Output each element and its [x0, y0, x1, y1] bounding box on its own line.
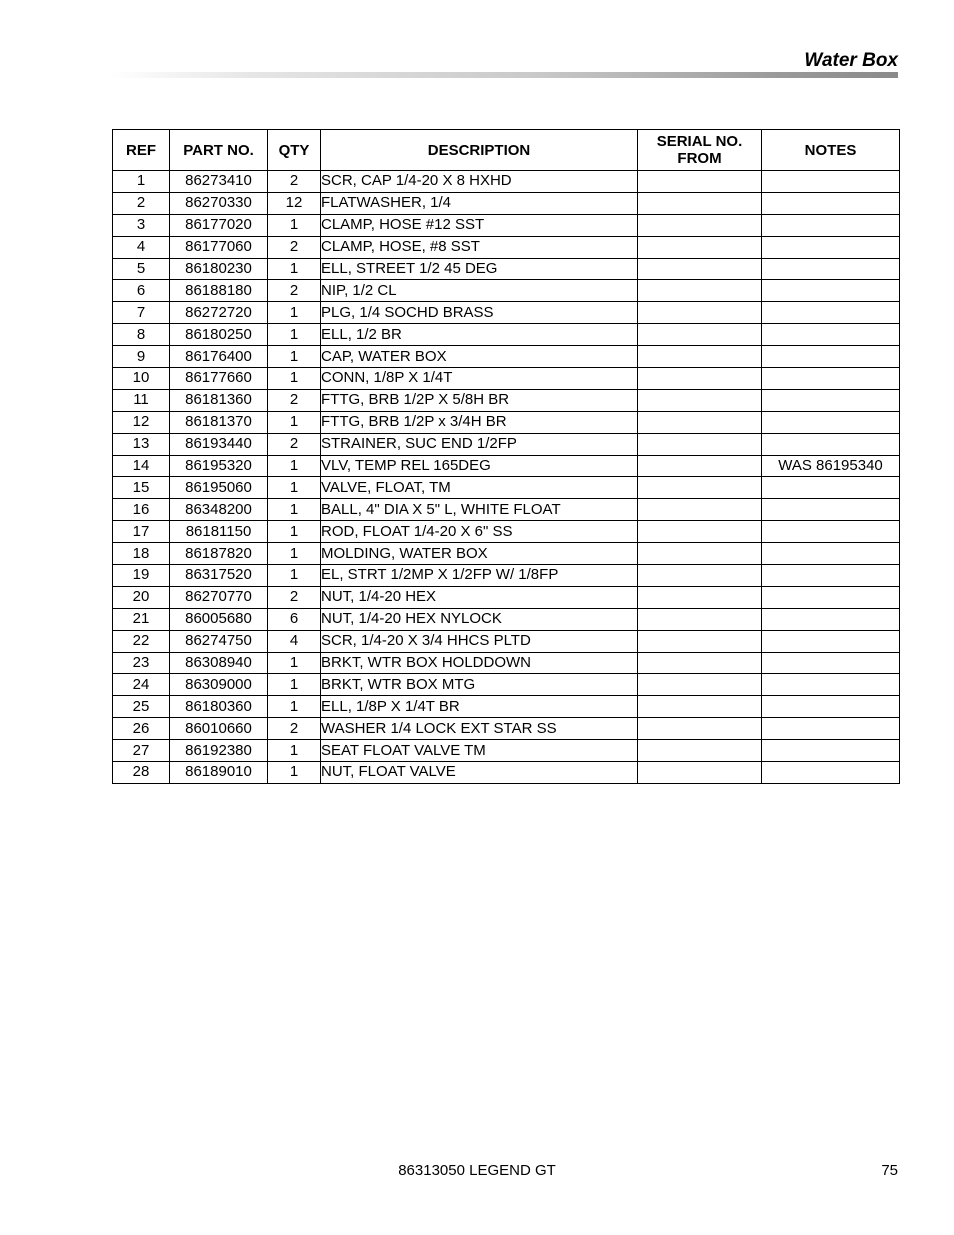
- cell-part-no: 86273410: [170, 171, 268, 193]
- cell-qty: 1: [268, 499, 321, 521]
- cell-serial-no-from: [638, 499, 762, 521]
- cell-description: ELL, 1/2 BR: [321, 324, 638, 346]
- cell-description: SCR, CAP 1/4-20 X 8 HXHD: [321, 171, 638, 193]
- cell-notes: [762, 718, 900, 740]
- cell-serial-no-from: [638, 762, 762, 784]
- col-header-notes: NOTES: [762, 130, 900, 171]
- cell-ref: 20: [113, 586, 170, 608]
- cell-part-no: 86317520: [170, 565, 268, 587]
- table-row: [113, 411, 900, 433]
- cell-notes: [762, 280, 900, 302]
- table-row: [113, 608, 900, 630]
- cell-notes: [762, 302, 900, 324]
- cell-ref: 5: [113, 258, 170, 280]
- cell-notes: [762, 762, 900, 784]
- cell-notes: [762, 258, 900, 280]
- table-row: [113, 499, 900, 521]
- cell-qty: 1: [268, 762, 321, 784]
- cell-description: SEAT FLOAT VALVE TM: [321, 740, 638, 762]
- cell-notes: [762, 740, 900, 762]
- header-rule: [110, 72, 898, 78]
- cell-part-no: 86177060: [170, 236, 268, 258]
- footer-document-id: 86313050 LEGEND GT: [398, 1162, 556, 1179]
- cell-description: NUT, 1/4-20 HEX: [321, 586, 638, 608]
- cell-notes: [762, 696, 900, 718]
- cell-notes: [762, 236, 900, 258]
- cell-notes: [762, 192, 900, 214]
- cell-qty: 1: [268, 214, 321, 236]
- header-row: [113, 130, 900, 171]
- cell-notes: [762, 214, 900, 236]
- cell-ref: 17: [113, 521, 170, 543]
- cell-qty: 2: [268, 171, 321, 193]
- cell-ref: 26: [113, 718, 170, 740]
- cell-part-no: 86309000: [170, 674, 268, 696]
- cell-description: CAP, WATER BOX: [321, 346, 638, 368]
- cell-notes: [762, 608, 900, 630]
- table-row: [113, 324, 900, 346]
- cell-qty: 1: [268, 258, 321, 280]
- table-row: [113, 630, 900, 652]
- cell-ref: 16: [113, 499, 170, 521]
- table-row: [113, 171, 900, 193]
- cell-part-no: 86180230: [170, 258, 268, 280]
- cell-description: BRKT, WTR BOX MTG: [321, 674, 638, 696]
- cell-ref: 13: [113, 433, 170, 455]
- cell-description: WASHER 1/4 LOCK EXT STAR SS: [321, 718, 638, 740]
- table-row: [113, 696, 900, 718]
- cell-qty: 1: [268, 368, 321, 390]
- cell-description: FTTG, BRB 1/2P X 5/8H BR: [321, 389, 638, 411]
- cell-description: FLATWASHER, 1/4: [321, 192, 638, 214]
- parts-table: [112, 129, 900, 784]
- table-row: [113, 477, 900, 499]
- cell-ref: 12: [113, 411, 170, 433]
- cell-part-no: 86192380: [170, 740, 268, 762]
- cell-serial-no-from: [638, 477, 762, 499]
- cell-ref: 25: [113, 696, 170, 718]
- cell-notes: [762, 630, 900, 652]
- col-header-qty: QTY: [268, 130, 321, 171]
- cell-ref: 15: [113, 477, 170, 499]
- cell-serial-no-from: [638, 565, 762, 587]
- cell-qty: 1: [268, 521, 321, 543]
- table-row: [113, 565, 900, 587]
- cell-notes: [762, 674, 900, 696]
- cell-description: NUT, 1/4-20 HEX NYLOCK: [321, 608, 638, 630]
- cell-ref: 8: [113, 324, 170, 346]
- cell-ref: 11: [113, 389, 170, 411]
- cell-serial-no-from: [638, 192, 762, 214]
- table-row: [113, 652, 900, 674]
- cell-ref: 18: [113, 543, 170, 565]
- cell-qty: 1: [268, 543, 321, 565]
- table-row: [113, 280, 900, 302]
- cell-description: ELL, 1/8P X 1/4T BR: [321, 696, 638, 718]
- cell-part-no: 86005680: [170, 608, 268, 630]
- cell-qty: 1: [268, 324, 321, 346]
- cell-qty: 6: [268, 608, 321, 630]
- cell-part-no: 86195320: [170, 455, 268, 477]
- cell-ref: 7: [113, 302, 170, 324]
- cell-serial-no-from: [638, 521, 762, 543]
- table-row: [113, 236, 900, 258]
- cell-qty: 1: [268, 455, 321, 477]
- cell-qty: 2: [268, 389, 321, 411]
- page-title: Water Box: [804, 50, 898, 71]
- cell-ref: 10: [113, 368, 170, 390]
- cell-notes: [762, 521, 900, 543]
- cell-notes: [762, 433, 900, 455]
- cell-ref: 22: [113, 630, 170, 652]
- cell-part-no: 86189010: [170, 762, 268, 784]
- cell-notes: [762, 586, 900, 608]
- cell-part-no: 86274750: [170, 630, 268, 652]
- table-row: [113, 674, 900, 696]
- cell-serial-no-from: [638, 280, 762, 302]
- table-row: [113, 718, 900, 740]
- cell-ref: 28: [113, 762, 170, 784]
- cell-part-no: 86348200: [170, 499, 268, 521]
- cell-description: NIP, 1/2 CL: [321, 280, 638, 302]
- cell-qty: 1: [268, 302, 321, 324]
- table-row: [113, 543, 900, 565]
- cell-notes: [762, 324, 900, 346]
- cell-serial-no-from: [638, 346, 762, 368]
- col-header-serial-no-from: [638, 130, 762, 171]
- cell-serial-no-from: [638, 258, 762, 280]
- table-row: [113, 455, 900, 477]
- cell-part-no: 86181150: [170, 521, 268, 543]
- cell-serial-no-from: [638, 674, 762, 696]
- cell-ref: 6: [113, 280, 170, 302]
- table-row: [113, 433, 900, 455]
- cell-serial-no-from: [638, 586, 762, 608]
- cell-serial-no-from: [638, 433, 762, 455]
- parts-table-body: [113, 171, 900, 784]
- cell-ref: 1: [113, 171, 170, 193]
- cell-qty: 12: [268, 192, 321, 214]
- cell-notes: [762, 389, 900, 411]
- cell-qty: 2: [268, 280, 321, 302]
- cell-ref: 4: [113, 236, 170, 258]
- cell-part-no: 86193440: [170, 433, 268, 455]
- cell-ref: 23: [113, 652, 170, 674]
- cell-description: ELL, STREET 1/2 45 DEG: [321, 258, 638, 280]
- cell-serial-no-from: [638, 389, 762, 411]
- parts-table-header: [113, 130, 900, 171]
- cell-serial-no-from: [638, 236, 762, 258]
- cell-part-no: 86195060: [170, 477, 268, 499]
- cell-ref: 3: [113, 214, 170, 236]
- cell-qty: 2: [268, 718, 321, 740]
- cell-notes: [762, 543, 900, 565]
- cell-ref: 14: [113, 455, 170, 477]
- col-header-serial-line1: SERIAL NO.: [656, 133, 743, 150]
- cell-qty: 1: [268, 411, 321, 433]
- cell-qty: 1: [268, 740, 321, 762]
- cell-notes: [762, 411, 900, 433]
- cell-part-no: 86308940: [170, 652, 268, 674]
- cell-serial-no-from: [638, 696, 762, 718]
- cell-serial-no-from: [638, 608, 762, 630]
- cell-part-no: 86187820: [170, 543, 268, 565]
- cell-notes: [762, 171, 900, 193]
- cell-part-no: 86270330: [170, 192, 268, 214]
- cell-serial-no-from: [638, 543, 762, 565]
- cell-ref: 24: [113, 674, 170, 696]
- cell-description: CONN, 1/8P X 1/4T: [321, 368, 638, 390]
- cell-ref: 19: [113, 565, 170, 587]
- table-row: [113, 389, 900, 411]
- cell-serial-no-from: [638, 455, 762, 477]
- cell-part-no: 86181360: [170, 389, 268, 411]
- cell-description: SCR, 1/4-20 X 3/4 HHCS PLTD: [321, 630, 638, 652]
- cell-notes: [762, 565, 900, 587]
- cell-description: EL, STRT 1/2MP X 1/2FP W/ 1/8FP: [321, 565, 638, 587]
- cell-part-no: 86188180: [170, 280, 268, 302]
- cell-part-no: 86180360: [170, 696, 268, 718]
- cell-qty: 2: [268, 433, 321, 455]
- cell-description: STRAINER, SUC END 1/2FP: [321, 433, 638, 455]
- cell-description: CLAMP, HOSE #12 SST: [321, 214, 638, 236]
- cell-serial-no-from: [638, 740, 762, 762]
- cell-qty: 2: [268, 236, 321, 258]
- col-header-part-no: PART NO.: [170, 130, 268, 171]
- cell-qty: 1: [268, 346, 321, 368]
- cell-notes: WAS 86195340: [762, 455, 900, 477]
- cell-part-no: 86177660: [170, 368, 268, 390]
- col-header-ref: REF: [113, 130, 170, 171]
- cell-qty: 1: [268, 696, 321, 718]
- cell-part-no: 86010660: [170, 718, 268, 740]
- cell-qty: 1: [268, 652, 321, 674]
- cell-part-no: 86180250: [170, 324, 268, 346]
- cell-part-no: 86272720: [170, 302, 268, 324]
- cell-serial-no-from: [638, 368, 762, 390]
- cell-description: BALL, 4" DIA X 5" L, WHITE FLOAT: [321, 499, 638, 521]
- cell-description: VLV, TEMP REL 165DEG: [321, 455, 638, 477]
- cell-notes: [762, 346, 900, 368]
- table-row: [113, 302, 900, 324]
- cell-qty: 1: [268, 477, 321, 499]
- cell-ref: 2: [113, 192, 170, 214]
- cell-serial-no-from: [638, 171, 762, 193]
- cell-serial-no-from: [638, 324, 762, 346]
- cell-part-no: 86181370: [170, 411, 268, 433]
- cell-qty: 2: [268, 586, 321, 608]
- cell-description: VALVE, FLOAT, TM: [321, 477, 638, 499]
- cell-serial-no-from: [638, 630, 762, 652]
- cell-ref: 9: [113, 346, 170, 368]
- table-row: [113, 258, 900, 280]
- cell-ref: 27: [113, 740, 170, 762]
- table-row: [113, 214, 900, 236]
- cell-notes: [762, 368, 900, 390]
- cell-description: MOLDING, WATER BOX: [321, 543, 638, 565]
- cell-qty: 4: [268, 630, 321, 652]
- cell-part-no: 86270770: [170, 586, 268, 608]
- cell-notes: [762, 499, 900, 521]
- cell-description: FTTG, BRB 1/2P x 3/4H BR: [321, 411, 638, 433]
- cell-notes: [762, 477, 900, 499]
- cell-description: PLG, 1/4 SOCHD BRASS: [321, 302, 638, 324]
- cell-description: ROD, FLOAT 1/4-20 X 6" SS: [321, 521, 638, 543]
- cell-serial-no-from: [638, 652, 762, 674]
- cell-serial-no-from: [638, 718, 762, 740]
- cell-notes: [762, 652, 900, 674]
- table-row: [113, 762, 900, 784]
- cell-description: BRKT, WTR BOX HOLDDOWN: [321, 652, 638, 674]
- cell-description: NUT, FLOAT VALVE: [321, 762, 638, 784]
- table-row: [113, 346, 900, 368]
- table-row: [113, 586, 900, 608]
- col-header-description: DESCRIPTION: [321, 130, 638, 171]
- table-row: [113, 192, 900, 214]
- table-row: [113, 521, 900, 543]
- cell-serial-no-from: [638, 214, 762, 236]
- cell-qty: 1: [268, 674, 321, 696]
- col-header-serial-line2: FROM: [677, 150, 722, 167]
- table-row: [113, 368, 900, 390]
- cell-ref: 21: [113, 608, 170, 630]
- cell-description: CLAMP, HOSE, #8 SST: [321, 236, 638, 258]
- cell-serial-no-from: [638, 302, 762, 324]
- cell-qty: 1: [268, 565, 321, 587]
- cell-part-no: 86177020: [170, 214, 268, 236]
- table-row: [113, 740, 900, 762]
- cell-serial-no-from: [638, 411, 762, 433]
- cell-part-no: 86176400: [170, 346, 268, 368]
- footer-page-number: 75: [881, 1162, 898, 1179]
